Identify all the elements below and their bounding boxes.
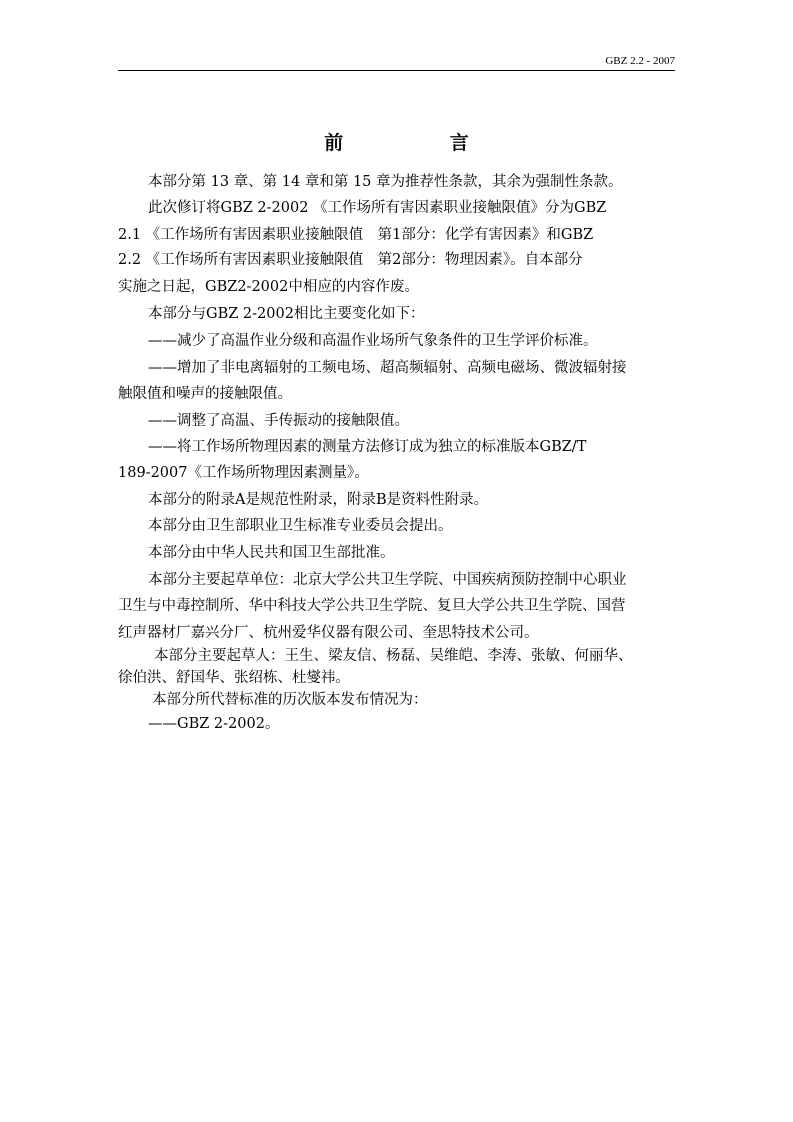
paragraph-line: 触限值和噪声的接触限值。: [118, 386, 292, 402]
header-rule: [118, 70, 675, 71]
paragraph-line: ——调整了高温、手传振动的接触限值。: [148, 413, 409, 429]
paragraph-line: 本部分所代替标准的历次版本发布情况为：: [152, 692, 428, 708]
paragraph-line: 此次修订将GBZ 2-2002 《工作场所有害因素职业接触限值》分为GBZ: [148, 200, 607, 216]
paragraph-line: 本部分主要起草单位：北京大学公共卫生学院、中国疾病预防控制中心职业: [148, 572, 627, 588]
paragraph-line: 本部分的附录A是规范性附录，附录B是资料性附录。: [148, 492, 489, 508]
paragraph-line: 本部分与GBZ 2-2002相比主要变化如下：: [148, 306, 425, 322]
paragraph-line: 189-2007《工作场所物理因素测量》。: [118, 465, 369, 481]
paragraph-line: 本部分由中华人民共和国卫生部批准。: [148, 545, 395, 561]
paragraph-line: 徐伯洪、舒国华、张绍栋、杜燮祎。: [118, 670, 350, 686]
header-code: GBZ 2.2 - 2007: [605, 55, 675, 67]
paragraph-line: ——将工作场所物理因素的测量方法修订成为独立的标准版本GBZ/T: [148, 439, 587, 455]
paragraph-line: 卫生与中毒控制所、华中科技大学公共卫生学院、复旦大学公共卫生学院、国营: [118, 598, 626, 614]
paragraph-line: 实施之日起，GBZ2-2002中相应的内容作废。: [118, 279, 419, 295]
page-title: 前 言: [324, 132, 492, 154]
paragraph-line: 本部分第 13 章、第 14 章和第 15 章为推荐性条款，其余为强制性条款。: [148, 174, 623, 190]
paragraph-line: ——增加了非电离辐射的工频电场、超高频辐射、高频电磁场、微波辐射接: [148, 360, 627, 376]
paragraph-line: 2.2 《工作场所有害因素职业接触限值 第2部分：物理因素》。自本部分: [118, 252, 583, 268]
paragraph-line: ——GBZ 2-2002。: [148, 716, 280, 732]
paragraph-line: 本部分由卫生部职业卫生标准专业委员会提出。: [148, 518, 453, 534]
paragraph-line: 2.1 《工作场所有害因素职业接触限值 第1部分：化学有害因素》和GBZ: [118, 227, 594, 243]
paragraph-line: 红声器材厂嘉兴分厂、杭州爱华仪器有限公司、奎思特技术公司。: [118, 625, 539, 641]
paragraph-line: 本部分主要起草人：王生、梁友信、杨磊、吴维皑、李涛、张敏、何丽华、: [154, 648, 633, 664]
paragraph-line: ——减少了高温作业分级和高温作业场所气象条件的卫生学评价标准。: [148, 333, 598, 349]
